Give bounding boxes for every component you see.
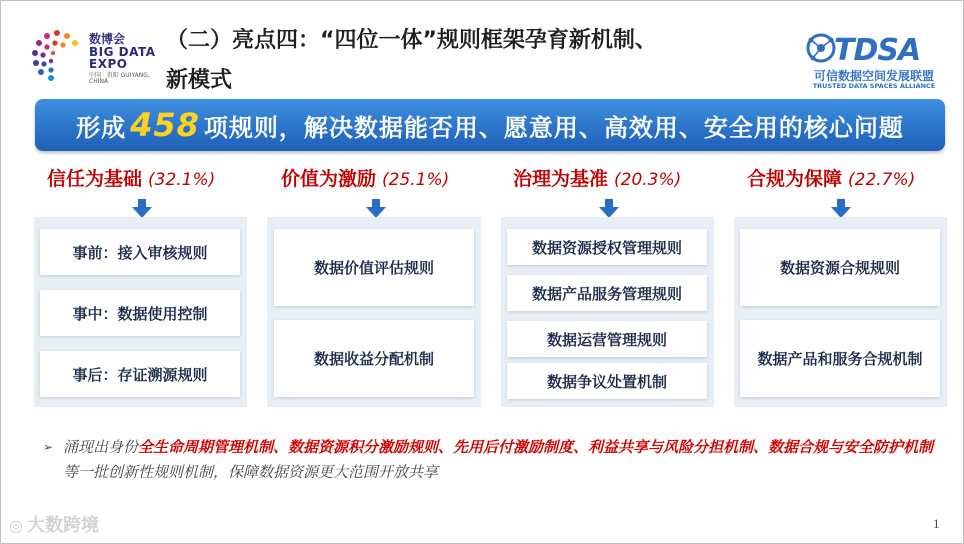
category-name: 治理为基准 (513, 168, 609, 190)
category-percent: (32.1%) (148, 170, 216, 190)
category-header-governance (513, 164, 681, 191)
banner-suffix: 项规则，解决数据能否用、愿意用、高效用、安全用的核心问题 (203, 113, 904, 142)
note-tail: 等一批创新性规则机制，保障数据资源更大范围开放共享 (63, 463, 439, 481)
tdsa-cn-name: 可信数据空间发展联盟 (813, 69, 934, 83)
tdsa-wordmark: TDSA (834, 33, 921, 68)
rule-card: 数据收益分配机制 (274, 320, 474, 397)
category-header-value (281, 164, 449, 191)
watermark (9, 511, 99, 537)
expo-location: 中国 · 贵阳 GUIYANG, CHINA (89, 71, 150, 86)
expo-dots-icon (29, 27, 85, 83)
note-lead: 涌现出身份 (63, 438, 139, 456)
category-name: 合规为保障 (747, 168, 843, 190)
category-header-trust (47, 164, 215, 191)
category-percent: (22.7%) (848, 170, 916, 190)
down-arrow-icon (831, 199, 851, 219)
rule-card: 数据价值评估规则 (274, 229, 474, 306)
expo-en-line1: BIG DATA (89, 44, 156, 59)
rule-card: 数据资源合规规则 (740, 229, 940, 306)
page-number: 1 (933, 516, 940, 531)
rule-card: 数据产品和服务合规机制 (740, 320, 940, 397)
category-name: 价值为激励 (281, 168, 377, 190)
banner-prefix: 形成 (76, 113, 127, 142)
expo-en-line2: EXPO (89, 57, 128, 72)
rule-card: 事中：数据使用控制 (40, 290, 240, 336)
category-percent: (20.3%) (614, 170, 682, 190)
summary-note (43, 435, 938, 485)
rule-panel-trust (34, 217, 247, 407)
tdsa-en-name: TRUSTED DATA SPACES ALLIANCE (812, 82, 936, 90)
tdsa-logo (804, 31, 944, 91)
summary-banner (35, 99, 945, 151)
rule-card: 数据资源授权管理规则 (507, 229, 707, 265)
rule-card: 事前：接入审核规则 (40, 229, 240, 275)
page-title (166, 21, 786, 101)
rule-card: 数据产品服务管理规则 (507, 275, 707, 311)
down-arrow-icon (599, 199, 619, 219)
down-arrow-icon (366, 199, 386, 219)
expo-cn-name: 数博会 (89, 32, 126, 46)
title-line-2: 新模式 (166, 68, 233, 93)
big-data-expo-logo (29, 27, 159, 89)
rule-panel-compliance (734, 217, 947, 407)
rule-count: 458 (130, 106, 200, 144)
rule-panel-governance (501, 217, 714, 407)
category-header-compliance (747, 164, 915, 191)
rule-panel-value (267, 217, 481, 407)
category-percent: (25.1%) (382, 170, 450, 190)
note-highlight: 全生命周期管理机制、数据资源积分激励规则、先用后付激励制度、利益共享与风险分担机制、数据合规与安全防护机制 (138, 438, 934, 456)
network-globe-icon (804, 31, 838, 65)
down-arrow-icon (132, 199, 152, 219)
rule-card: 数据运营管理规则 (507, 321, 707, 357)
bullet-arrow-icon: ➢ (43, 440, 54, 454)
category-name: 信任为基础 (47, 168, 143, 190)
title-line-1: （二）亮点四：“四位一体”规则框架孕育新机制、 (166, 28, 657, 53)
rule-card: 数据争议处置机制 (507, 363, 707, 399)
watermark-text: 大数跨境 (26, 515, 99, 536)
rule-card: 事后：存证溯源规则 (40, 351, 240, 397)
watermark-logo-icon: ◎ (9, 516, 23, 535)
